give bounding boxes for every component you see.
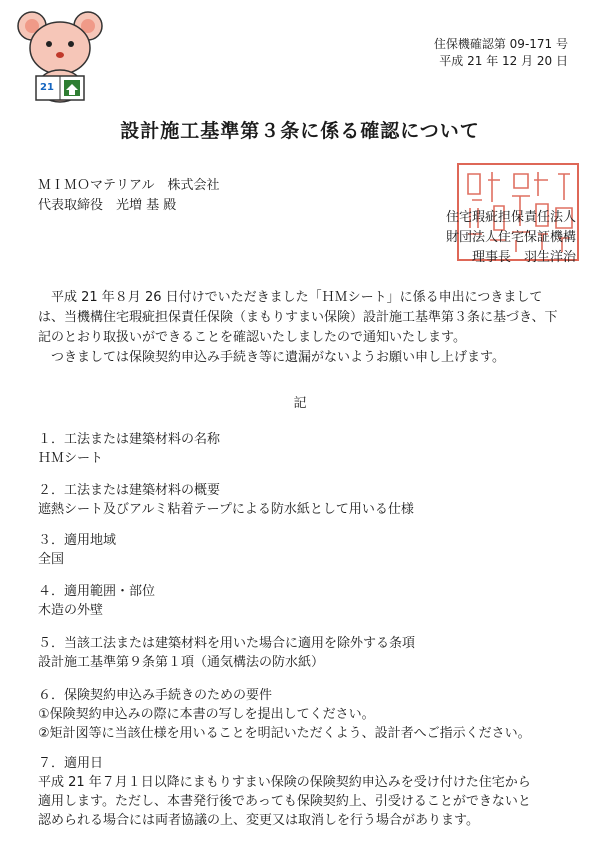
item-line: 木造の外壁 (38, 603, 104, 618)
sender-block (446, 208, 576, 268)
list-item (38, 428, 220, 466)
list-item (38, 479, 414, 517)
item-line: 設計施工基準第９条第１項（通気構法の防水紙） (38, 655, 325, 670)
item-line: ＨＭシート (38, 451, 104, 466)
recipient-block (38, 176, 219, 216)
item-heading: ５．当該工法または建築材料を用いた場合に適用を除外する条項 (38, 636, 416, 651)
item-heading: ６．保険契約申込み手続きのための要件 (38, 688, 273, 703)
item-heading: ４．適用範囲・部位 (38, 584, 156, 599)
item-heading: ２．工法または建築材料の概要 (38, 483, 221, 498)
mascot-logo (14, 6, 106, 110)
item-line: 適用します。ただし、本書発行後であっても保険契約上、引受けることができないと (38, 794, 531, 809)
item-line: 認められる場合には両者協議の上、変更又は取消しを行う場合があります。 (38, 813, 479, 828)
letter-body (38, 288, 568, 368)
item-line: 全国 (38, 552, 65, 567)
recipient-company: ＭＩＭＯマテリアル 株式会社 (38, 178, 220, 193)
item-heading: ７．適用日 (38, 756, 104, 771)
sender-org-line2: 財団法人住宅保証機構 (445, 230, 576, 245)
document-reference (434, 36, 568, 70)
list-item (38, 632, 415, 670)
item-heading: ３．適用地域 (38, 533, 117, 548)
doc-number: 住保機確認第 09-171 号 (433, 37, 568, 51)
body-paragraph-2: つきましては保険契約申込み手続き等に遺漏がないようお願い申し上げます。 (51, 350, 505, 365)
item-line: ①保険契約申込みの際に本書の写しを提出してください。 (38, 707, 375, 722)
mascot-badge-number: 21 (40, 82, 54, 93)
item-line: 平成 21 年７月１日以降にまもりすまい保険の保険契約申込みを受け付けた住宅から (38, 775, 531, 790)
document-title: 設計施工基準第３条に係る確認について (120, 120, 480, 142)
sender-org-line1: 住宅瑕疵担保責任法人 (445, 210, 576, 225)
list-item (38, 580, 155, 618)
list-item (38, 529, 116, 567)
item-line: 遮熱シート及びアルミ粘着テープによる防水紙として用いる仕様 (38, 502, 414, 517)
list-item (38, 752, 531, 828)
doc-date: 平成 21 年 12 月 20 日 (439, 54, 568, 68)
recipient-representative: 代表取締役 光増 基 殿 (38, 198, 177, 213)
body-paragraph-1: 平成 21 年８月 26 日付けでいただきました「ＨＭシート」に係る申出につきましては、当機構住宅瑕疵担保責任保険（まもりすまい保険）設計施工基準第３条に基づき、下記のとおり取扱いができることを確認いたしましたので通知いたします。 (38, 290, 558, 345)
sender-signatory: 理事長 羽生洋治 (471, 250, 576, 265)
item-line: ②矩計図等に当該仕様を用いることを明記いただくよう、設計者へご指示ください。 (38, 726, 531, 741)
ki-heading: 記 (293, 396, 307, 411)
item-heading: １．工法または建築材料の名称 (38, 432, 221, 447)
list-item (38, 684, 531, 741)
